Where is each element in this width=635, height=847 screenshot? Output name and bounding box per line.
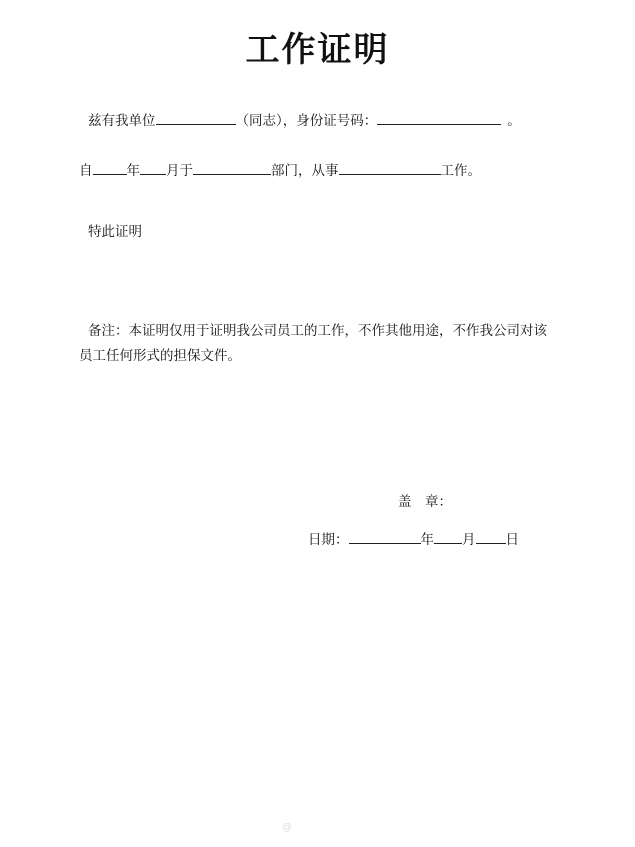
- watermark: @: [282, 822, 292, 833]
- date-line: [308, 529, 519, 549]
- date-year-label: 年: [420, 532, 434, 548]
- unit-line: [88, 110, 521, 130]
- month-label: 月于: [166, 163, 193, 179]
- date-label: 日期：: [308, 532, 349, 548]
- year-label: 年: [126, 163, 140, 179]
- unit-suffix: 。: [507, 113, 521, 129]
- unit-prefix: 兹有我单位: [88, 113, 156, 129]
- seal-label: 盖 章：: [398, 494, 452, 510]
- job-blank: [339, 160, 441, 175]
- note-body: 备注：本证明仅用于证明我公司员工的工作，不作其他用途，不作我公司对该员工任何形式的担保文件。: [79, 323, 547, 364]
- document-title: 工作证明: [245, 30, 390, 70]
- employment-line: [79, 160, 481, 180]
- date-month-blank: [434, 529, 462, 544]
- id-label: （同志），身份证号码：: [235, 113, 378, 129]
- date-day-blank: [476, 529, 506, 544]
- work-label: 工作。: [440, 163, 481, 179]
- id-number-blank: [377, 110, 501, 125]
- department-blank: [193, 160, 271, 175]
- department-label: 部门，从事: [271, 163, 339, 179]
- note-text: [79, 319, 549, 369]
- month-blank: [140, 160, 166, 175]
- date-year-blank: [349, 529, 421, 544]
- name-blank: [156, 110, 236, 125]
- year-blank: [93, 160, 127, 175]
- certify-text: 特此证明: [88, 224, 142, 240]
- from-label: 自: [79, 163, 93, 179]
- date-month-label: 月: [462, 532, 476, 548]
- date-day-label: 日: [505, 532, 519, 548]
